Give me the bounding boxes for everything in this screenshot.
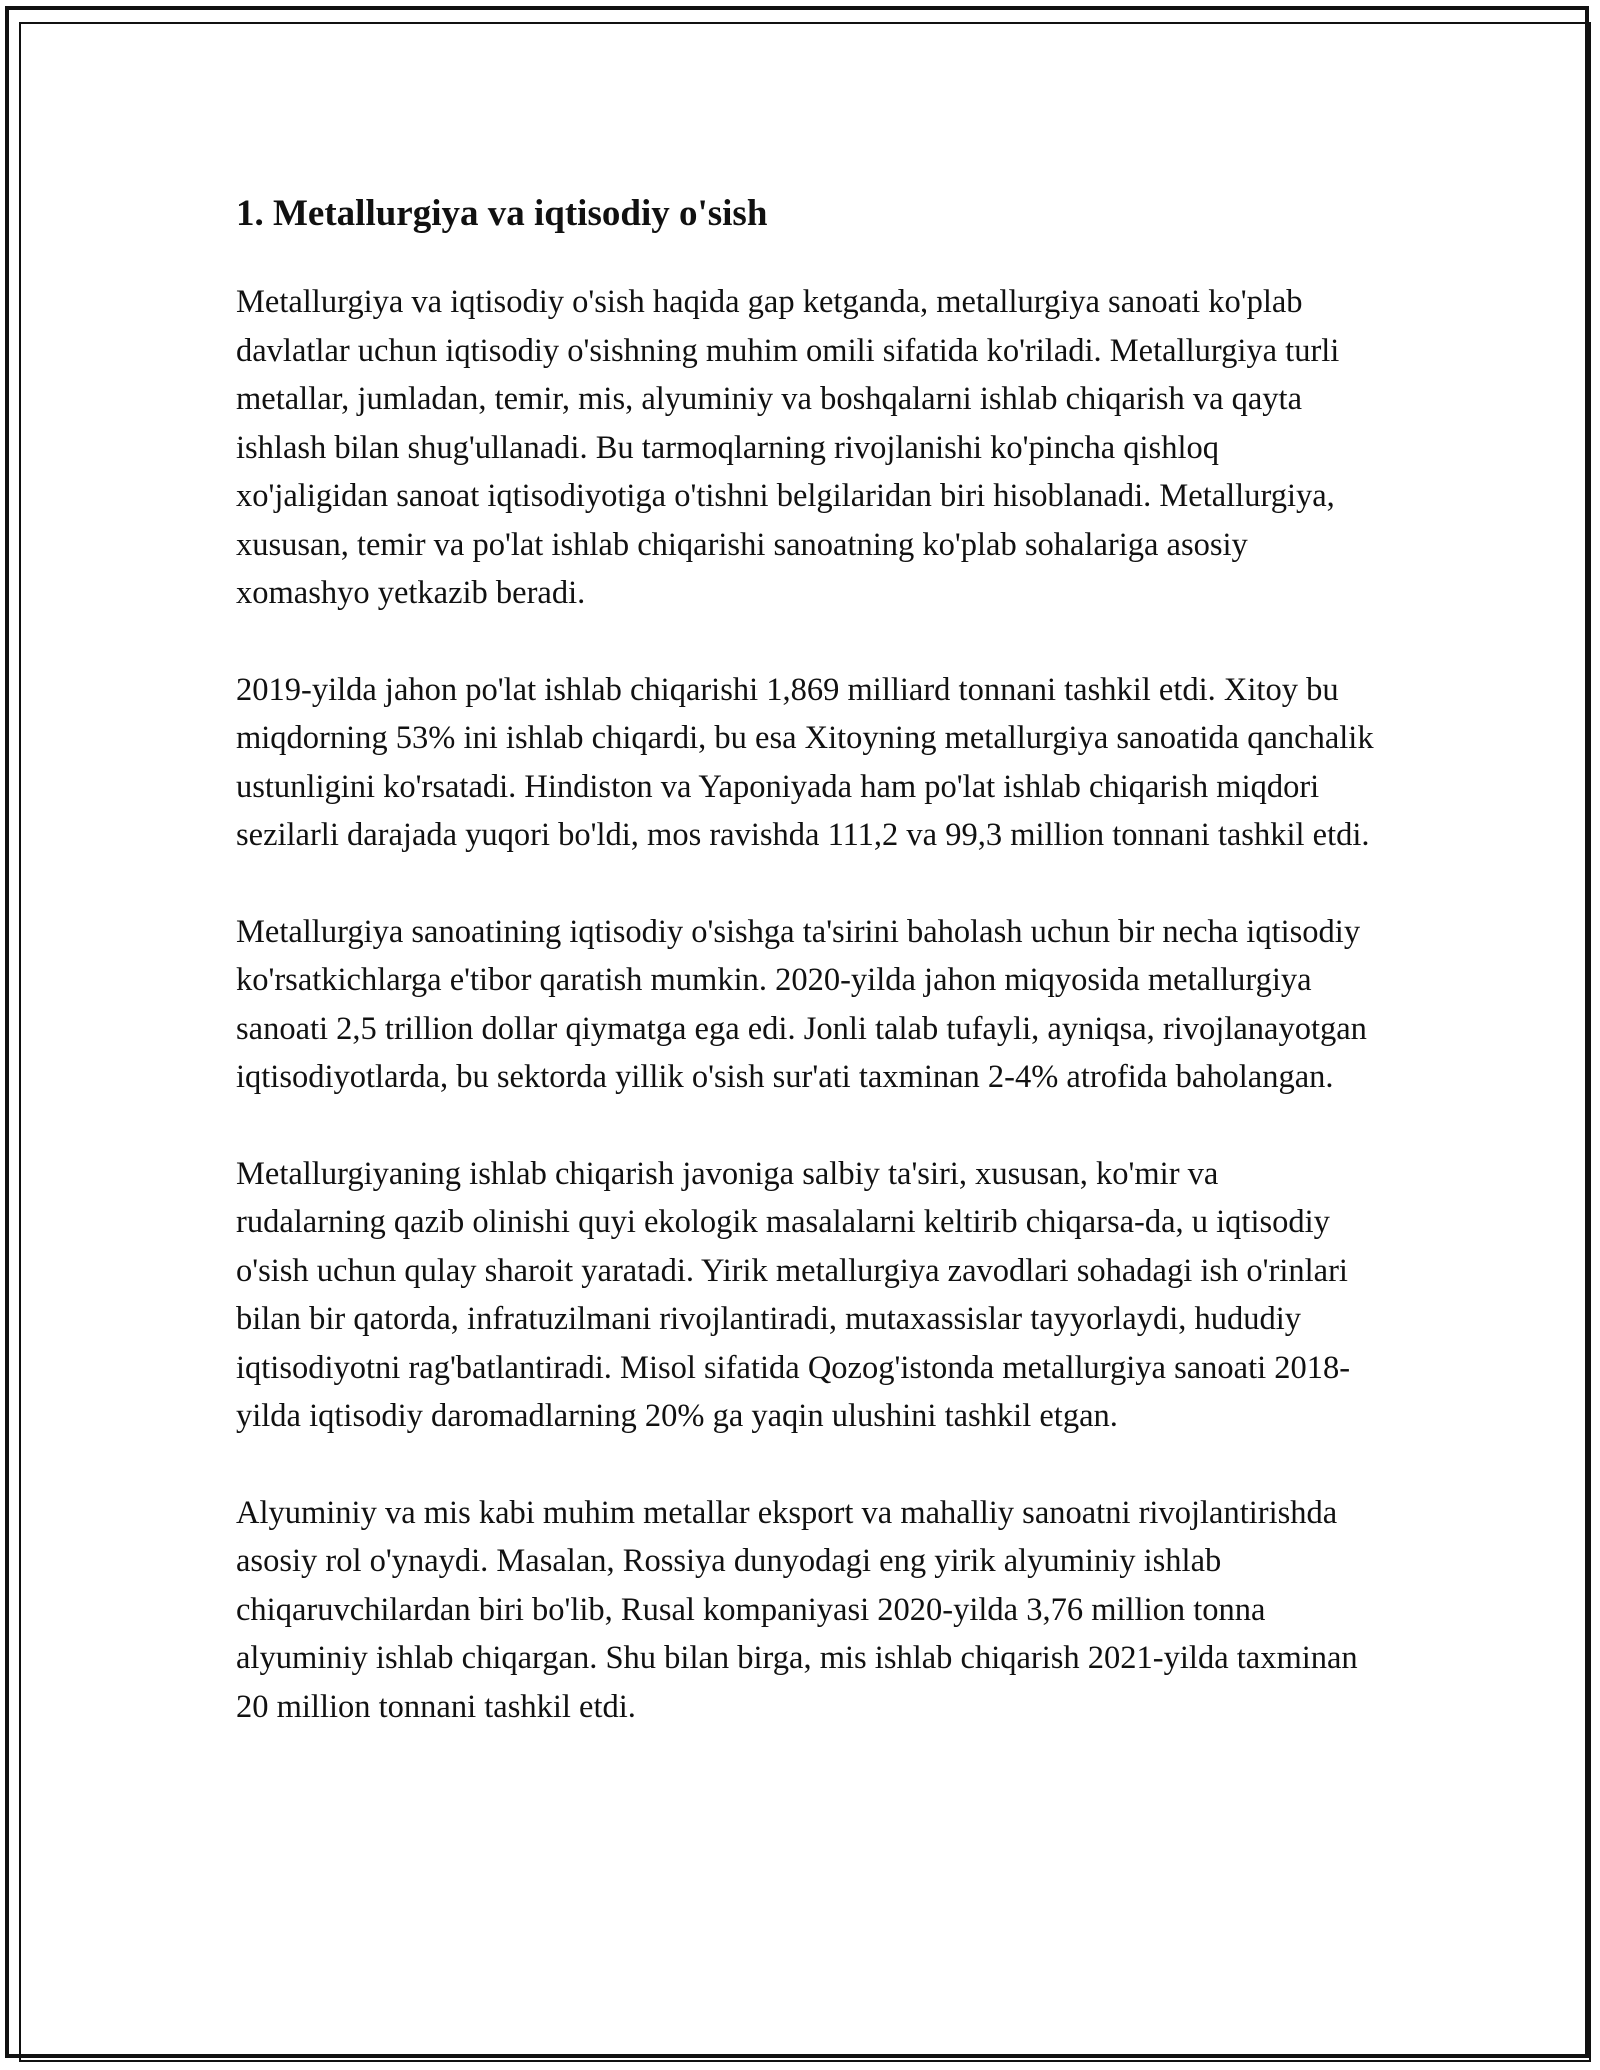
document-body bbox=[236, 186, 1376, 1779]
paragraph-aluminium-copper: Alyuminiy va mis kabi muhim metallar eksport va mahalliy sanoatni rivojlantirishda asosiy rol o'ynaydi. Masalan, Rossiya dunyodagi eng yirik alyuminiy ishlab chiqaruvchilardan biri bo'lib, Rusal kompaniyasi 2020-yilda 3,76 million tonna alyuminiy ishlab chiqargan. Shu bilan birga, mis ishlab chiqarish 2021-yilda taxminan 20 million tonnani tashkil etdi. bbox=[236, 1494, 1358, 1725]
paragraph-intro: Metallurgiya va iqtisodiy o'sish haqida gap ketganda, metallurgiya sanoati ko'plab davlatlar uchun iqtisodiy o'sishning muhim omili sifatida ko'riladi. Metallurgiya turli metallar, jumladan, temir, mis, alyuminiy va boshqalarni ishlab chiqarish va qayta ishlash bilan shug'ullanadi. Bu tarmoqlarning rivojlanishi ko'pincha qishloq xo'jaligidan sanoat iqtisodiyotiga o'tishni belgilaridan biri hisoblanadi. Metallurgiya, xususan, temir va po'lat ishlab chiqarishi sanoatning ko'plab sohalariga asosiy xomashyo yetkazib beradi. bbox=[236, 284, 1340, 611]
paragraph-regional-impact: Metallurgiyaning ishlab chiqarish javoniga salbiy ta'siri, xususan, ko'mir va rudalarning qazib olinishi quyi ekologik masalalarni keltirib chiqarsa-da, u iqtisodiy o'sish uchun qulay sharoit yaratadi. Yirik metallurgiya zavodlari sohadagi ish o'rinlari bilan bir qatorda, infratuzilmani rivojlantiradi, mutaxassislar tayyorlaydi, hududiy iqtisodiyotni rag'batlantiradi. Misol sifatida Qozog'istonda metallurgiya sanoati 2018-yilda iqtisodiy daromadlarning 20% ga yaqin ulushini tashkil etgan. bbox=[236, 1155, 1351, 1434]
paragraph-steel-production: 2019-yilda jahon po'lat ishlab chiqarishi 1,869 milliard tonnani tashkil etdi. Xitoy bu miqdorning 53% ini ishlab chiqardi, bu esa Xitoyning metallurgiya sanoatida qanchalik ustunligini ko'rsatadi. Hindiston va Yaponiyada ham po'lat ishlab chiqarish miqdori sezilarli darajada yuqori bo'ldi, mos ravishda 111,2 va 99,3 million tonnani tashkil etdi. bbox=[236, 671, 1374, 853]
section-heading: 1. Metallurgiya va iqtisodiy o'sish bbox=[236, 193, 768, 234]
paragraph-economic-indicators: Metallurgiya sanoatining iqtisodiy o'sishga ta'sirini baholash uchun bir necha iqtisodiy ko'rsatkichlarga e'tibor qaratish mumkin. 2020-yilda jahon miqyosida metallurgiya sanoati 2,5 trillion dollar qiymatga ega edi. Jonli talab tufayli, ayniqsa, rivojlanayotgan iqtisodiyotlarda, bu sektorda yillik o'sish sur'ati taxminan 2-4% atrofida baholangan. bbox=[236, 913, 1367, 1095]
